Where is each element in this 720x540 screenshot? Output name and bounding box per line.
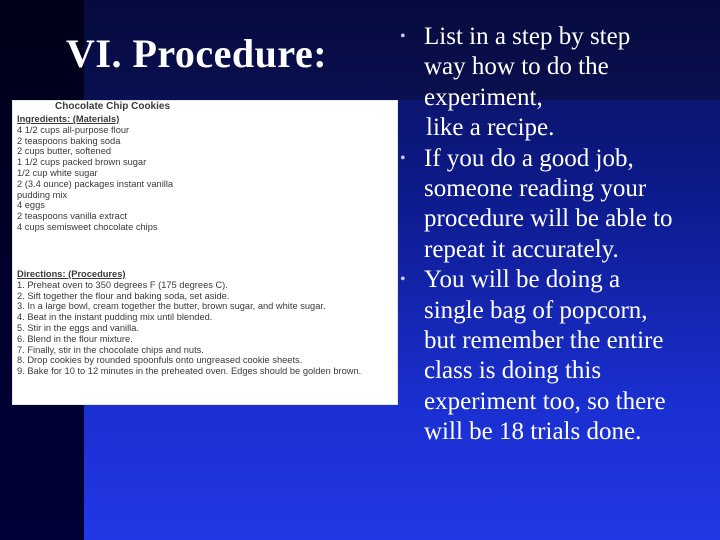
bullet-line: class is doing this (424, 357, 602, 385)
bullet-line: way how to do the (424, 53, 609, 81)
direction-step: 6. Blend in the flour mixture. (17, 333, 133, 344)
ingredient-item: 1 1/2 cups packed brown sugar (17, 157, 147, 168)
bullet-line: experiment, (424, 83, 543, 111)
bullet-line: single bag of popcorn, (424, 296, 648, 324)
bullet-item (390, 144, 715, 266)
ingredient-item: pudding mix (17, 189, 68, 200)
ingredients-block (17, 114, 173, 233)
bullet-item (390, 265, 715, 447)
direction-step: 4. Beat in the instant pudding mix until blended. (17, 312, 213, 323)
directions-block (17, 269, 361, 377)
bullet-dot-icon: • (400, 149, 406, 167)
ingredient-item: 1/2 cup white sugar (17, 167, 98, 178)
slide-title: VI. Procedure: (66, 31, 328, 76)
ingredient-item: 4 cups semisweet chocolate chips (17, 221, 158, 232)
bullet-line: experiment too, so there (424, 387, 666, 415)
recipe-title: Chocolate Chip Cookies (55, 101, 171, 112)
direction-step: 5. Stir in the eggs and vanilla. (17, 322, 139, 333)
bullet-list (390, 22, 715, 448)
bullet-line: You will be doing a (424, 266, 621, 294)
ingredient-item: 4 1/2 cups all-purpose flour (17, 124, 130, 135)
bullet-item (390, 22, 715, 113)
bullet-line: If you do a good job, (424, 144, 634, 172)
bullet-line: will be 18 trials done. (424, 418, 642, 446)
bullet-dot-icon: • (400, 28, 406, 45)
bullet-dot-icon: • (400, 271, 406, 289)
ingredient-item: 2 (3.4 ounce) packages instant vanilla (17, 178, 174, 189)
direction-step: 7. Finally, stir in the chocolate chips and nuts. (17, 344, 204, 355)
ingredient-item: 2 teaspoons vanilla extract (17, 211, 128, 222)
direction-step: 3. In a large bowl, cream together the butter, brown sugar, and white sugar. (17, 301, 326, 312)
bullet-line: List in a step by step (424, 23, 631, 50)
bullet-continuation: like a recipe. (426, 114, 555, 142)
bullet-line: someone reading your (424, 175, 647, 203)
recipe-card (12, 100, 398, 405)
bullet-line: but remember the entire (424, 327, 664, 355)
ingredient-item: 2 teaspoons baking soda (17, 135, 121, 146)
ingredient-item: 4 eggs (17, 200, 45, 211)
direction-step: 1. Preheat oven to 350 degrees F (175 degrees C). (17, 279, 228, 290)
ingredient-item: 2 cups butter, softened (17, 146, 112, 157)
bullet-line: repeat it accurately. (424, 235, 619, 263)
directions-heading: Directions: (Procedures) (17, 269, 126, 279)
direction-step: 8. Drop cookies by rounded spoonfuls onto ungreased cookie sheets. (17, 355, 303, 366)
direction-step: 9. Bake for 10 to 12 minutes in the preheated oven. Edges should be golden brown. (17, 366, 362, 377)
bullet-line: procedure will be able to (424, 205, 673, 233)
ingredients-heading: Ingredients: (Materials) (17, 114, 120, 124)
direction-step: 2. Sift together the flour and baking soda, set aside. (17, 290, 230, 301)
